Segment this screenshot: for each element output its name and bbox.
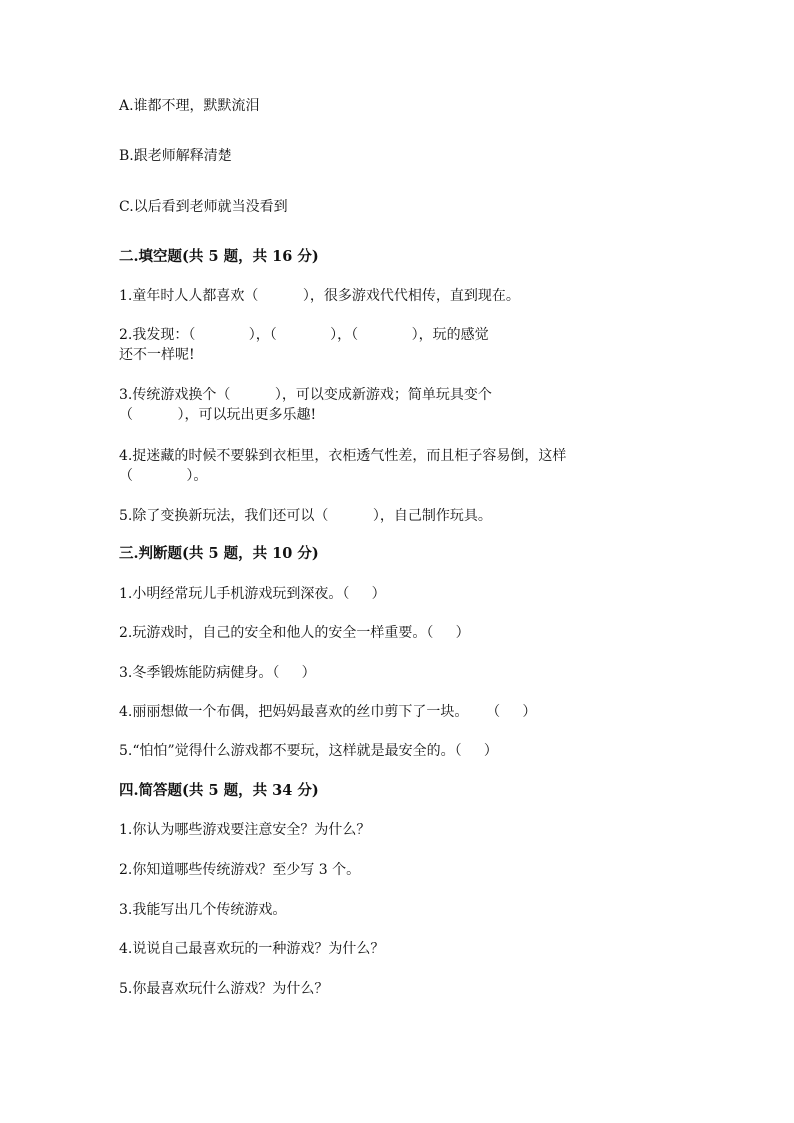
choice-c: C.以后看到老师就当没看到 xyxy=(119,199,288,215)
short-question-3: 3.我能写出几个传统游戏。 xyxy=(119,902,287,918)
choice-b: B.跟老师解释清楚 xyxy=(119,148,232,164)
short-question-5: 5.你最喜欢玩什么游戏？为什么？ xyxy=(119,981,329,997)
section-3-title: 三.判断题(共 5 题，共 10 分) xyxy=(119,545,319,562)
fill-question-4-line-1: 4.捉迷藏的时候不要躲到衣柜里，衣柜透气性差，而且柜子容易倒，这样 xyxy=(119,448,567,464)
short-question-2: 2.你知道哪些传统游戏？至少写 3 个。 xyxy=(119,862,361,878)
fill-question-4-line-2: （ ）。 xyxy=(119,468,208,484)
choice-a: A.谁都不理，默默流泪 xyxy=(119,98,260,114)
fill-question-3-line-2: （ ），可以玩出更多乐趣! xyxy=(119,407,317,423)
section-2-title: 二.填空题(共 5 题，共 16 分) xyxy=(119,248,319,265)
short-question-4: 4.说说自己最喜欢玩的一种游戏？为什么？ xyxy=(119,941,385,957)
fill-question-2-line-1: 2.我发现：（ ），（ ），（ ），玩的感觉 xyxy=(119,327,489,343)
judge-question-4: 4.丽丽想做一个布偶，把妈妈最喜欢的丝巾剪下了一块。 （ ） xyxy=(119,704,537,720)
fill-question-5: 5.除了变换新玩法，我们还可以（ ），自己制作玩具。 xyxy=(119,508,492,524)
fill-question-2-line-2: 还不一样呢! xyxy=(119,347,195,363)
fill-question-3-line-1: 3.传统游戏换个（ ），可以变成新游戏；简单玩具变个 xyxy=(119,387,492,403)
judge-question-5: 5.“怕怕”觉得什么游戏都不要玩，这样就是最安全的。（ ） xyxy=(119,743,498,759)
fill-question-1: 1.童年时人人都喜欢（ ），很多游戏代代相传，直到现在。 xyxy=(119,288,520,304)
judge-question-1: 1.小明经常玩儿手机游戏玩到深夜。（ ） xyxy=(119,586,386,602)
section-4-title: 四.简答题(共 5 题，共 34 分) xyxy=(119,782,319,799)
judge-question-3: 3.冬季锻炼能防病健身。（ ） xyxy=(119,665,316,681)
judge-question-2: 2.玩游戏时，自己的安全和他人的安全一样重要。（ ） xyxy=(119,625,470,641)
short-question-1: 1.你认为哪些游戏要注意安全？为什么？ xyxy=(119,822,371,838)
